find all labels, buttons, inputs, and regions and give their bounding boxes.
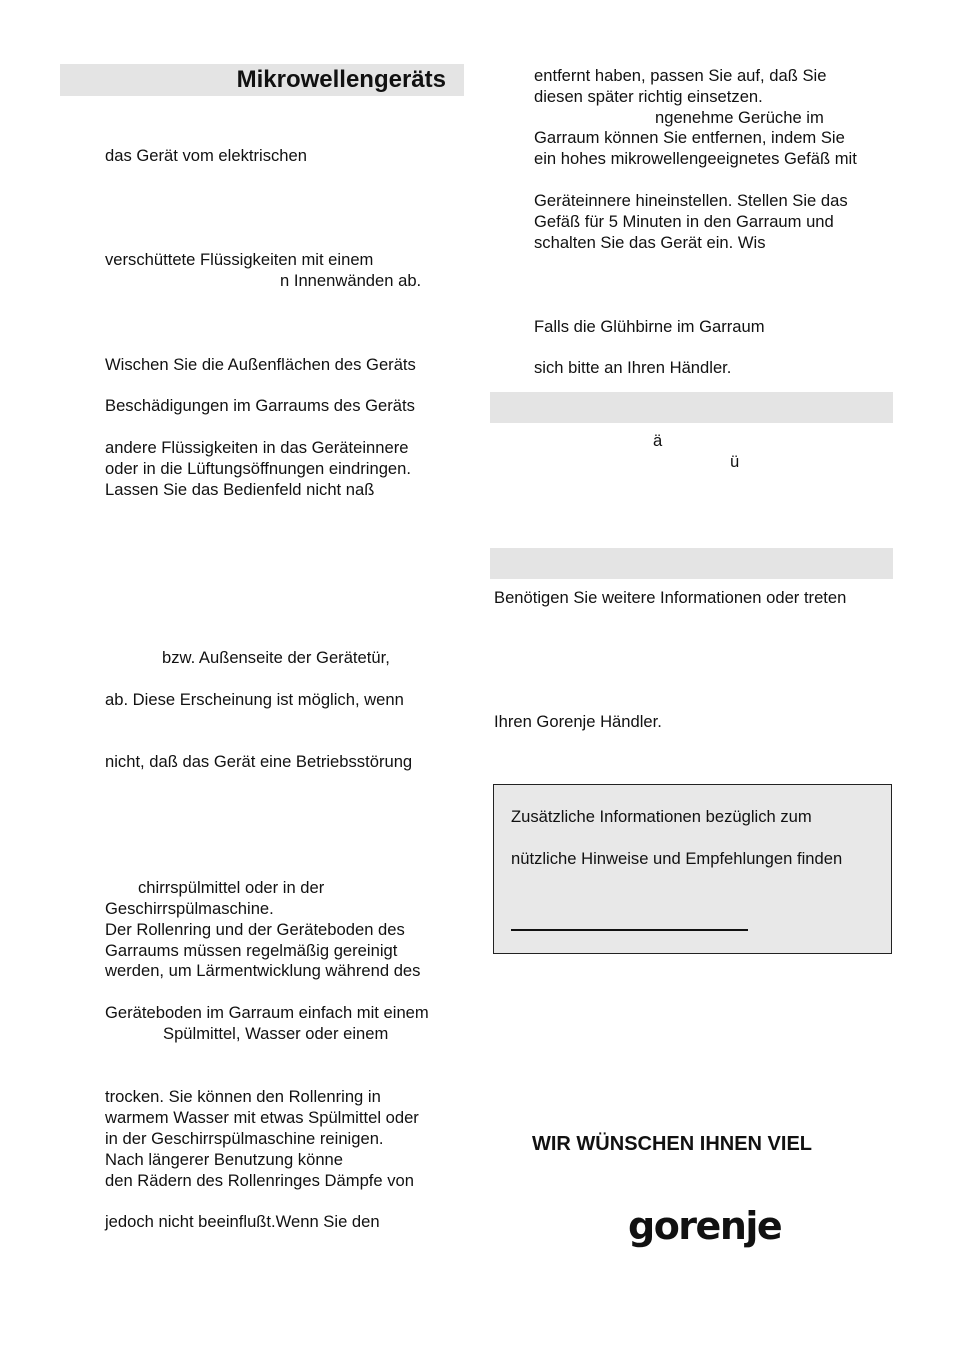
- gorenje-logo: gorenje: [628, 1204, 782, 1248]
- text-line: Geräteinnere hineinstellen. Stellen Sie das: [534, 191, 848, 210]
- text-line: Gefäß für 5 Minuten in den Garraum und: [534, 212, 834, 231]
- text-line: Benötigen Sie weitere Informationen oder treten: [494, 588, 847, 607]
- text-line: diesen später richtig einsetzen.: [534, 87, 763, 106]
- text-line: entfernt haben, passen Sie auf, daß Sie: [534, 66, 827, 85]
- section-header-band: [490, 392, 893, 423]
- text-line: schalten Sie das Gerät ein. Wis: [534, 233, 766, 252]
- text-line: in der Geschirrspülmaschine reinigen.: [105, 1129, 384, 1148]
- text-line: Ihren Gorenje Händler.: [494, 712, 662, 731]
- text-line: warmem Wasser mit etwas Spülmittel oder: [105, 1108, 419, 1127]
- text-line: ä: [653, 431, 663, 450]
- text-line: den Rädern des Rollenringes Dämpfe von: [105, 1171, 415, 1190]
- text-line: bzw. Außenseite der Gerätetür,: [162, 648, 390, 667]
- text-line: Wischen Sie die Außenflächen des Geräts: [105, 355, 416, 374]
- info-box: [493, 784, 892, 954]
- text-line: Lassen Sie das Bedienfeld nicht naß: [105, 480, 375, 499]
- text-line: Falls die Glühbirne im Garraum: [534, 317, 765, 336]
- text-line: Geräteboden im Garraum einfach mit einem: [105, 1003, 429, 1022]
- text-line: Der Rollenring und der Geräteboden des: [105, 920, 405, 939]
- text-line: sich bitte an Ihren Händler.: [534, 358, 732, 377]
- text-line: das Gerät vom elektrischen: [105, 146, 307, 165]
- text-line: ü: [730, 452, 740, 471]
- text-line: Spülmittel, Wasser oder einem: [163, 1024, 389, 1043]
- text-line: Garraums müssen regelmäßig gereinigt: [105, 941, 398, 960]
- text-line: Geschirrspülmaschine.: [105, 899, 274, 918]
- text-line: verschüttete Flüssigkeiten mit einem: [105, 250, 374, 269]
- text-line: n Innenwänden ab.: [280, 271, 422, 290]
- page-title: Mikrowellengeräts: [60, 64, 464, 96]
- text-line: ngenehme Gerüche im: [655, 108, 824, 127]
- info-text: Zusätzliche Informationen bezüglich zum: [511, 807, 812, 826]
- text-line: werden, um Lärmentwicklung während des: [105, 961, 421, 980]
- text-line: ab. Diese Erscheinung ist möglich, wenn: [105, 690, 404, 709]
- text-line: Garraum können Sie entfernen, indem Sie: [534, 128, 845, 147]
- text-line: oder in die Lüftungsöffnungen eindringen.: [105, 459, 412, 478]
- text-line: nicht, daß das Gerät eine Betriebsstörung: [105, 752, 413, 771]
- text-line: andere Flüssigkeiten in das Geräteinnere: [105, 438, 409, 457]
- text-line: ein hohes mikrowellengeeignetes Gefäß mit: [534, 149, 857, 168]
- text-line: jedoch nicht beeinflußt.Wenn Sie den: [105, 1212, 380, 1231]
- closing-text: WIR WÜNSCHEN IHNEN VIEL: [532, 1133, 812, 1155]
- text-line: Nach längerer Benutzung könne: [105, 1150, 344, 1169]
- text-line: trocken. Sie können den Rollenring in: [105, 1087, 381, 1106]
- info-text: nützliche Hinweise und Empfehlungen finden: [511, 849, 843, 868]
- text-line: chirrspülmittel oder in der: [138, 878, 325, 897]
- signature-line: [511, 929, 748, 931]
- section-header-band: [490, 548, 893, 579]
- text-line: Beschädigungen im Garraums des Geräts: [105, 396, 415, 415]
